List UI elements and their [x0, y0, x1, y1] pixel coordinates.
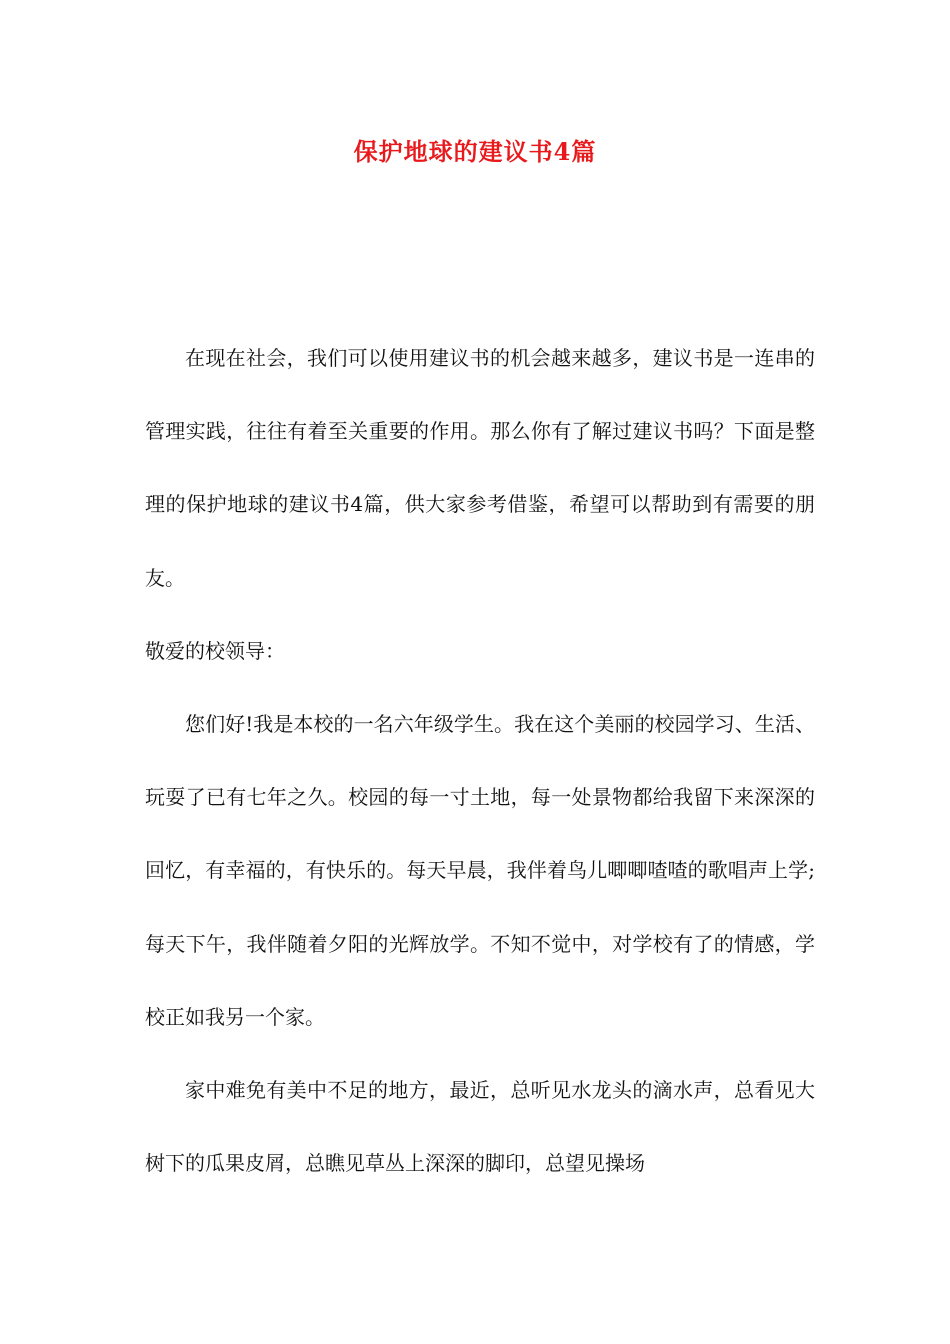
paragraph-salutation: 敬爱的校领导：: [145, 638, 285, 663]
document-title: 保护地球的建议书4篇: [353, 137, 597, 166]
paragraph-problems: 家中难免有美中不足的地方，最近，总听见水龙头的滴水声，总看见大树下的瓜果皮屑，总瞧见草丛上深深的脚印，总望见操场: [145, 1078, 815, 1176]
paragraph-greeting: 您们好!我是本校的一名六年级学生。我在这个美丽的校园学习、生活、玩耍了已有七年之久。校园的每一寸土地，每一处景物都给我留下来深深的回忆，有幸福的，有快乐的。每天早晨，我伴着鸟儿唧唧喳喳的歌唱声上学;每天下午，我伴随着夕阳的光辉放学。不知不觉中，对学校有了的情感，学校正如我另一个家。: [145, 712, 815, 1029]
document-body: [145, 322, 815, 1200]
paragraph-intro: 在现在社会，我们可以使用建议书的机会越来越多，建议书是一连串的管理实践，往往有着至关重要的作用。那么你有了解过建议书吗？下面是整理的保护地球的建议书4篇，供大家参考借鉴，希望可以帮助到有需要的朋友。: [145, 346, 815, 590]
